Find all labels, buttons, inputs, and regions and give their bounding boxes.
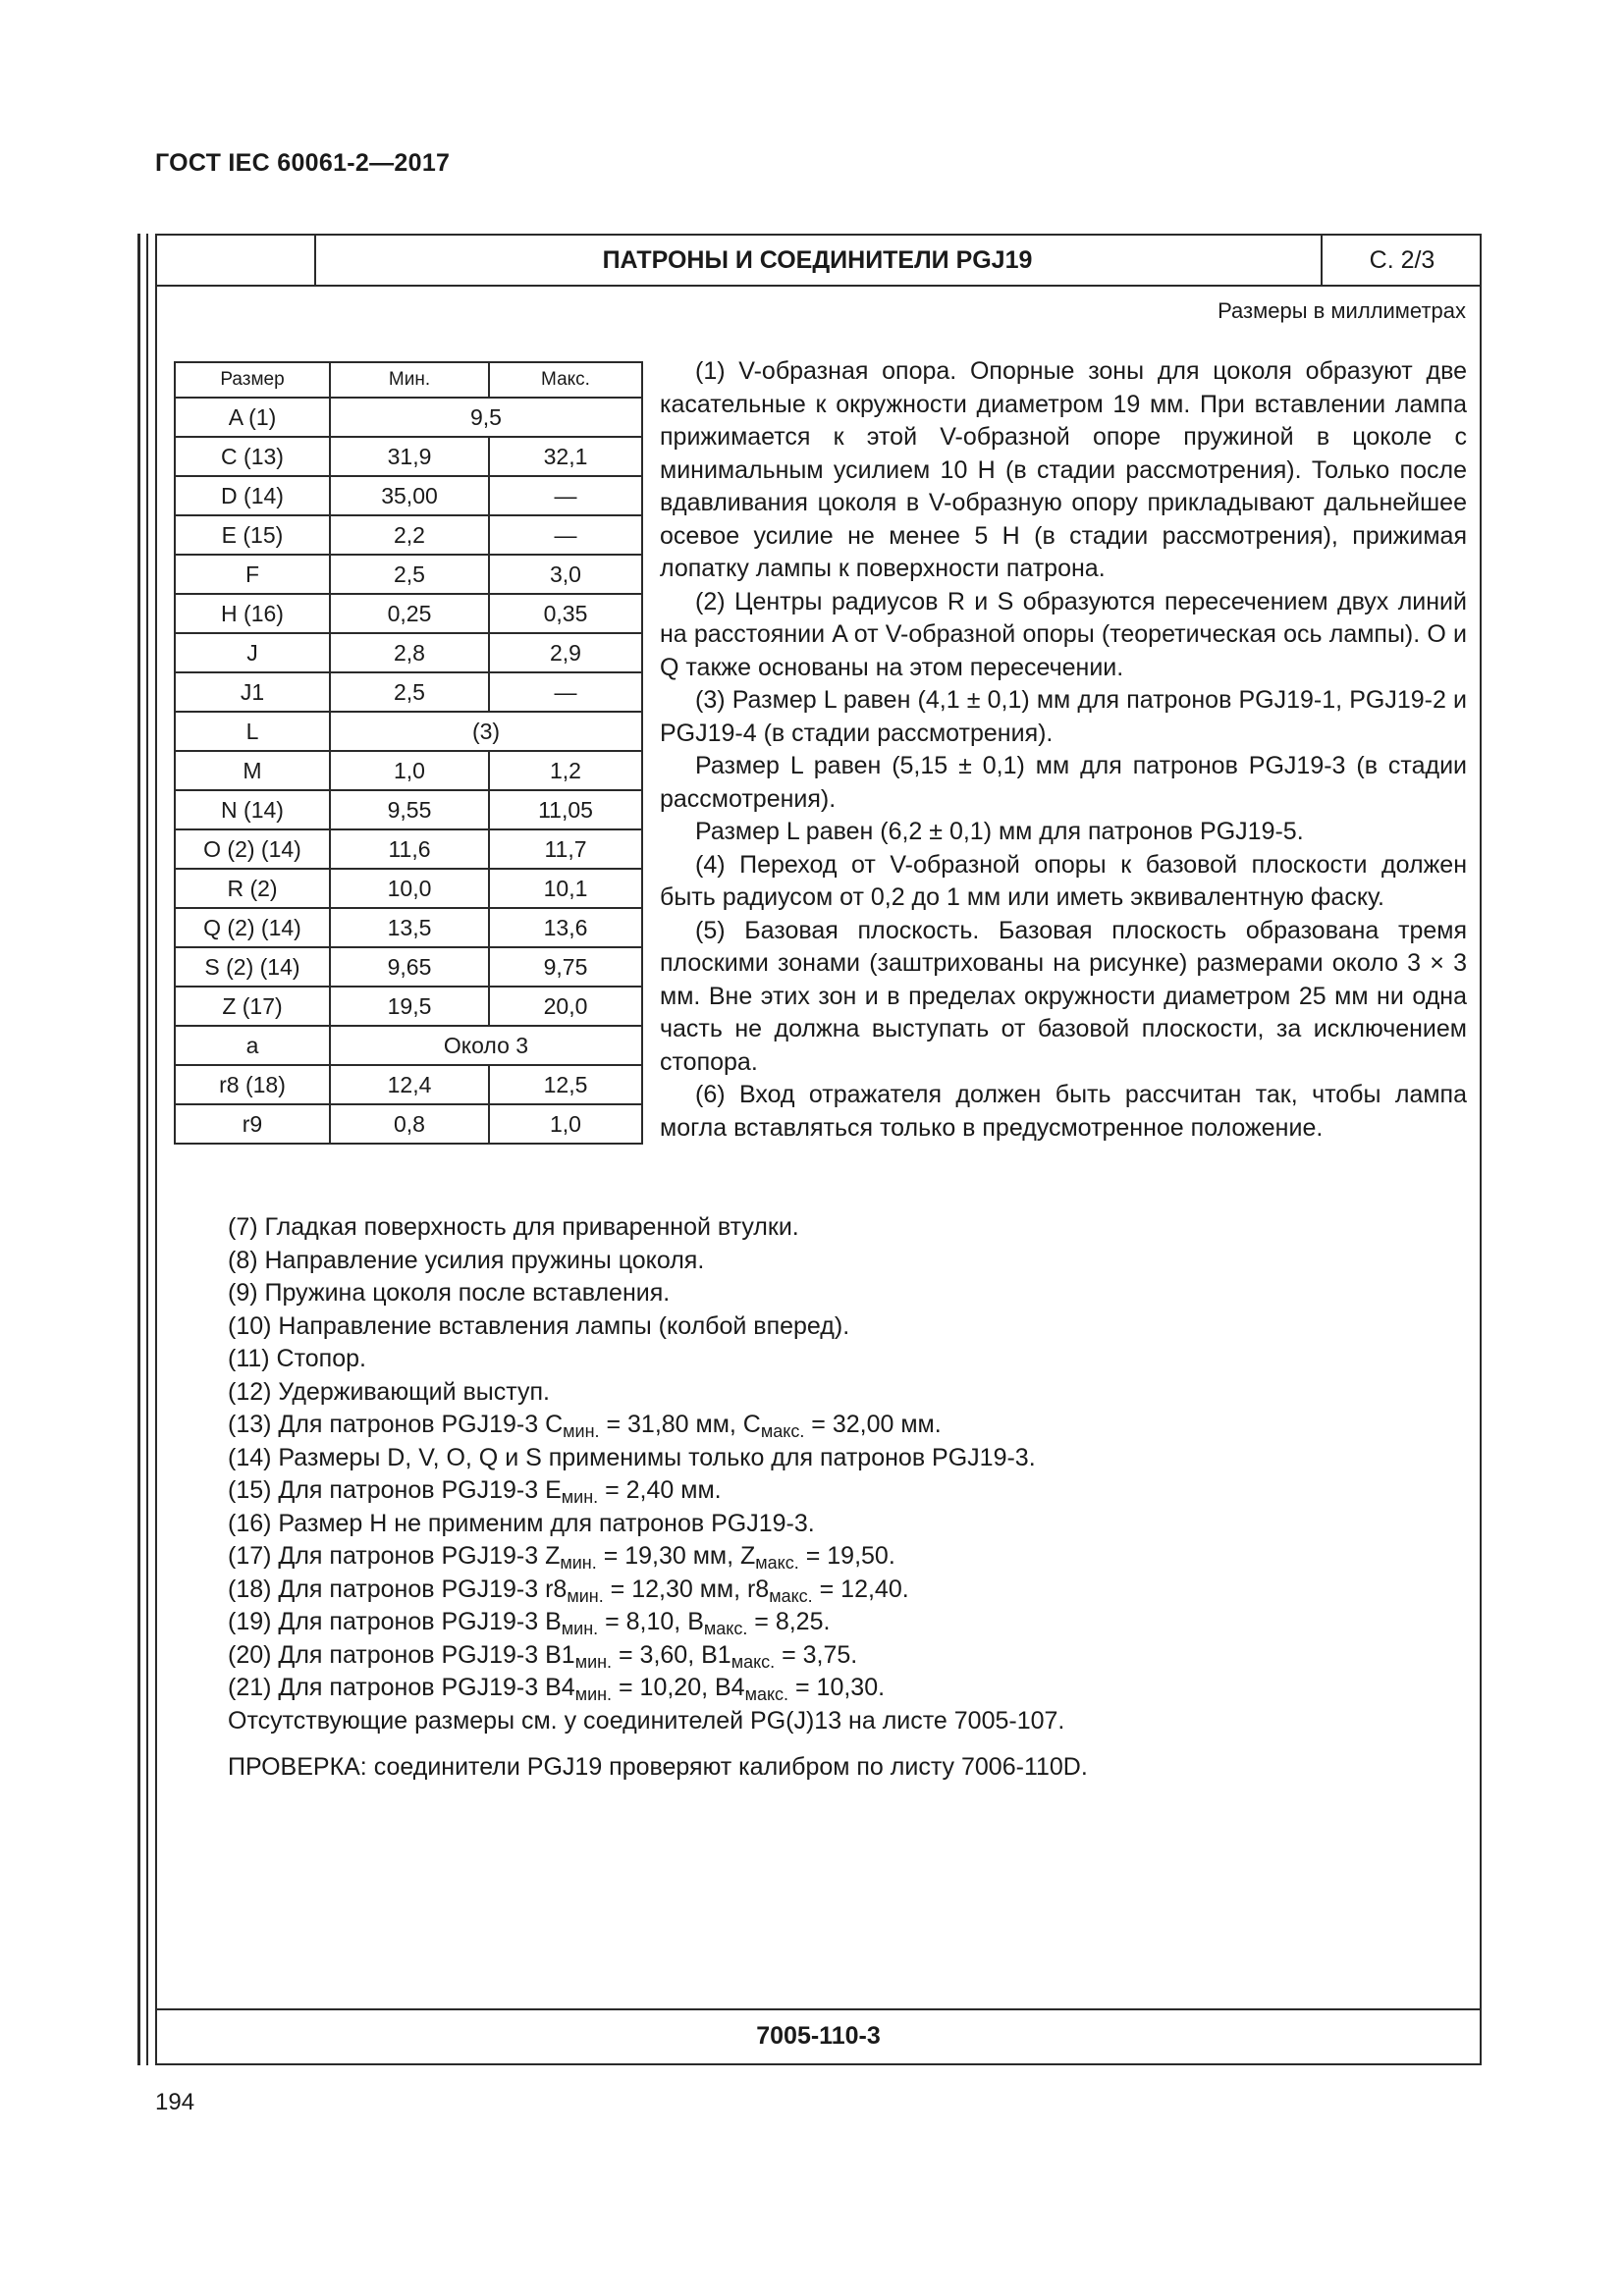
max-cell: 20,0 [489,987,642,1026]
dimension-cell: J [175,633,330,672]
note-line: (12) Удерживающий выступ. [228,1377,550,1406]
dimension-cell: R (2) [175,869,330,908]
title-left-cell [157,236,316,285]
dimensions-table [174,361,643,1145]
max-cell: 3,0 [489,555,642,594]
max-cell: 11,05 [489,790,642,829]
table-row [175,515,642,555]
dimension-cell: C (13) [175,437,330,476]
dimension-cell: H (16) [175,594,330,633]
dimension-cell: D (14) [175,476,330,515]
min-cell: 11,6 [330,829,489,869]
sheet-title: ПАТРОНЫ И СОЕДИНИТЕЛИ PGJ19 [602,246,1033,274]
table-row [175,672,642,712]
note-line: (14) Размеры D, V, O, Q и S применимы только для патронов PGJ19-3. [228,1443,1036,1471]
table-row [175,829,642,869]
note-paragraph: (2) Центры радиусов R и S образуются пересечением двух линий на расстоянии A от V-образной опоры (теоретическая ось лампы). O и Q также основаны на этом пересечении. [660,587,1467,681]
max-cell: 9,75 [489,947,642,987]
note-line: Отсутствующие размеры см. у соединителей PG(J)13 на листе 7005-107. [228,1706,1065,1735]
dimension-cell: A (1) [175,398,330,437]
notes-list [228,1211,1406,1785]
table-row [175,437,642,476]
note-line: (21) Для патронов PGJ19-3 $B4_{мин.} = 10,20$, $B4_{макс.} = 10,30$. [228,1674,886,1704]
note-paragraph: (5) Базовая плоскость. Базовая плоскость образована тремя плоскими зонами (заштрихованы на рисунке) размерами около 3 × 3 мм. Вне этих зон и в пределах окружности диаметром 25 мм ни одна часть не должна выступать от базовой плоскости, за исключением стопора. [660,916,1467,1076]
note-paragraph: Размер L равен (5,15 ± 0,1) мм для патронов PGJ19-3 (в стадии рассмотрения). [660,752,1467,813]
min-cell: 19,5 [330,987,489,1026]
max-cell: 32,1 [489,437,642,476]
min-cell: 1,0 [330,751,489,790]
table-row [175,633,642,672]
min-cell: 13,5 [330,908,489,947]
note-paragraph: Размер L равен (6,2 ± 0,1) мм для патронов PGJ19-5. [695,818,1304,845]
min-cell: 12,4 [330,1065,489,1104]
note-paragraph: (6) Вход отражателя должен быть рассчитан так, чтобы лампа могла вставляться только в предусмотренное положение. [660,1081,1467,1142]
min-cell: 0,25 [330,594,489,633]
sheet-id-footer: 7005-110-3 [157,2008,1480,2063]
min-cell: 9,65 [330,947,489,987]
table-row [175,1104,642,1144]
table-row [175,947,642,987]
document-header: ГОСТ IEC 60061-2—2017 [155,149,451,177]
max-cell: 2,9 [489,633,642,672]
table-row [175,751,642,790]
note-line: (10) Направление вставления лампы (колбой вперед). [228,1311,850,1340]
min-cell: 35,00 [330,476,489,515]
min-cell: 2,5 [330,555,489,594]
value-cell: (3) [330,712,642,751]
min-cell: 0,8 [330,1104,489,1144]
sheet-frame [155,234,1482,2065]
table-row [175,476,642,515]
min-cell: 2,2 [330,515,489,555]
table-row [175,555,642,594]
column-header: Мин. [330,362,489,398]
dimension-cell: F [175,555,330,594]
dimension-cell: r9 [175,1104,330,1144]
table-row [175,712,642,751]
note-line: (8) Направление усилия пружины цоколя. [228,1246,705,1274]
table-row [175,594,642,633]
note-line: (19) Для патронов PGJ19-3 $B_{мин.} = 8,10$, $B_{макс.} = 8,25$. [228,1608,831,1638]
value-cell: Около 3 [330,1026,642,1065]
table-row [175,869,642,908]
max-cell: 0,35 [489,594,642,633]
dimension-cell: E (15) [175,515,330,555]
check-note: ПРОВЕРКА: соединители PGJ19 проверяют калибром по листу 7006-110D. [228,1753,1088,1781]
note-paragraph: (4) Переход от V-образной опоры к базовой плоскости должен быть радиусом от 0,2 до 1 мм или иметь эквивалентную фаску. [660,850,1467,911]
note-line: (15) Для патронов PGJ19-3 $E_{мин.} = 2,40$ мм. [228,1476,722,1507]
table-row [175,1065,642,1104]
dimension-cell: M [175,751,330,790]
dimension-cell: Z (17) [175,987,330,1026]
max-cell: 10,1 [489,869,642,908]
note-line: (20) Для патронов PGJ19-3 $B1_{мин.} = 3,60$, $B1_{макс.} = 3,75$. [228,1640,858,1672]
dimension-cell: N (14) [175,790,330,829]
min-cell: 2,8 [330,633,489,672]
max-cell: 1,0 [489,1104,642,1144]
frame-margin-line [137,234,140,2065]
units-note: Размеры в миллиметрах [1218,298,1466,323]
max-cell: — [489,672,642,712]
min-cell: 9,55 [330,790,489,829]
dimension-cell: O (2) (14) [175,829,330,869]
max-cell: 11,7 [489,829,642,869]
note-line: (7) Гладкая поверхность для приваренной втулки. [228,1213,799,1241]
sheet-page-label: С. 2/3 [1321,236,1482,285]
note-paragraph: (1) V-образная опора. Опорные зоны для цоколя образуют две касательные к окружности диаметром 19 мм. При вставлении лампа прижимается к этой V-образной опоре пружиной в цоколе с минимальным усилием 10 Н (в стадии рассмотрения). Только после вдавливания цоколя в V-образную опору прикладывают дальнейшее осевое усилие не менее 5 Н (в стадии рассмотрения), прижимая лопатку лампы к поверхности патрона. [660,357,1467,582]
note-line: (11) Стопор. [228,1345,366,1372]
dimension-cell: r8 (18) [175,1065,330,1104]
note-line: (13) Для патронов PGJ19-3 $C_{мин.} = 31,80$ мм, $C_{макс.} = 32,00$ мм. [228,1411,942,1441]
table-row [175,987,642,1026]
note-line: (16) Размер H не применим для патронов PGJ19-3. [228,1509,815,1537]
max-cell: 1,2 [489,751,642,790]
table-header-row [175,362,642,398]
min-cell: 31,9 [330,437,489,476]
table-row [175,790,642,829]
table-row [175,908,642,947]
frame-margin-line [146,234,148,2065]
max-cell: 13,6 [489,908,642,947]
dimension-cell: S (2) (14) [175,947,330,987]
dimension-cell: L [175,712,330,751]
page-number: 194 [155,2089,195,2115]
max-cell: — [489,476,642,515]
column-header: Макс. [489,362,642,398]
min-cell: 2,5 [330,672,489,712]
note-paragraph: (3) Размер L равен (4,1 ± 0,1) мм для патронов PGJ19-1, PGJ19-2 и PGJ19-4 (в стадии рассмотрения). [660,686,1467,747]
table-row [175,398,642,437]
min-cell: 10,0 [330,869,489,908]
note-line: (18) Для патронов PGJ19-3 $r8_{мин.} = 12,30$ мм, $r8_{макс.} = 12,40$. [228,1575,909,1606]
dimension-cell: J1 [175,672,330,712]
max-cell: — [489,515,642,555]
max-cell: 12,5 [489,1065,642,1104]
title-bar [157,236,1480,287]
dimension-cell: Q (2) (14) [175,908,330,947]
value-cell: 9,5 [330,398,642,437]
note-line: (17) Для патронов PGJ19-3 $Z_{мин.} = 19,30$ мм, $Z_{макс.} = 19,50$. [228,1542,895,1573]
column-header: Размер [175,362,330,398]
note-line: (9) Пружина цоколя после вставления. [228,1279,671,1307]
dimension-cell: a [175,1026,330,1065]
table-row [175,1026,642,1065]
notes-column [660,355,1467,1145]
